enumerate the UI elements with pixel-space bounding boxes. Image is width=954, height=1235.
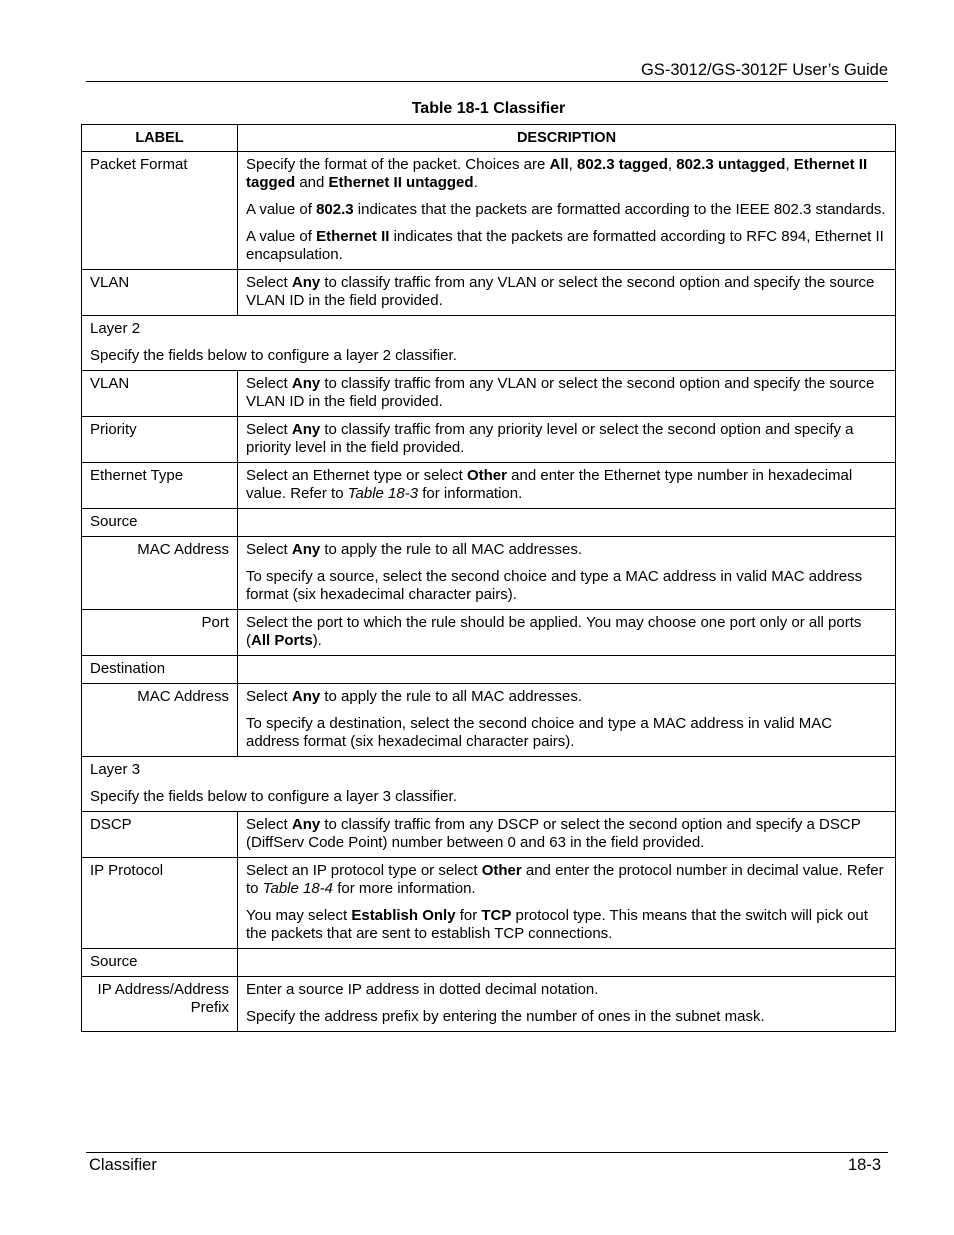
row-description (238, 812, 896, 858)
table-reference: Table 18-4 (262, 880, 334, 897)
text: and enter the protocol number in decimal value. Refer to (246, 862, 884, 897)
text: and (295, 174, 329, 191)
table-row (82, 270, 896, 316)
text: . (473, 174, 478, 191)
bold-term: Any (291, 274, 321, 291)
column-header-description: DESCRIPTION (238, 125, 896, 152)
table-row (82, 509, 896, 537)
row-description (238, 152, 896, 270)
table-row (82, 684, 896, 757)
row-description (238, 270, 896, 316)
text: to apply the rule to all MAC addresses. (320, 688, 582, 705)
text: Select (246, 541, 292, 558)
row-label: MAC Address (82, 684, 238, 757)
row-label: MAC Address (82, 537, 238, 610)
section-title: Layer 2 (90, 320, 141, 337)
description-paragraph (246, 907, 887, 943)
section-row-layer-2 (82, 316, 896, 371)
text: indicates that the packets are formatted according to RFC 894, Ethernet II encapsulation. (246, 228, 884, 263)
table-row (82, 812, 896, 858)
row-label: DSCP (82, 812, 238, 858)
row-label: VLAN (82, 371, 238, 417)
row-description (238, 417, 896, 463)
row-label: Port (82, 610, 238, 656)
page-header (86, 60, 888, 82)
bold-term: 802.3 untagged (676, 156, 786, 173)
text: for information. (418, 485, 523, 502)
table-row (82, 537, 896, 610)
table-row (82, 417, 896, 463)
text: for more information. (333, 880, 476, 897)
table-row (82, 656, 896, 684)
row-description (238, 858, 896, 949)
text: , (667, 156, 677, 173)
description-paragraph: Enter a source IP address in dotted decimal notation. (246, 981, 599, 998)
description-paragraph (246, 201, 887, 219)
row-label: Priority (82, 417, 238, 463)
bold-term: 802.3 tagged (577, 156, 668, 173)
text: Select the port to which the rule should be applied. You may choose one port only or all ports ( (246, 614, 862, 649)
text: Select (246, 421, 292, 438)
bold-term: Other (481, 862, 522, 879)
row-label: IP Protocol (82, 858, 238, 949)
description-paragraph: Specify the address prefix by entering the number of ones in the subnet mask. (246, 1008, 765, 1025)
bold-term: Establish Only (351, 907, 456, 924)
section-text: Specify the fields below to configure a layer 2 classifier. (90, 347, 457, 364)
table-row (82, 610, 896, 656)
section-row-layer-3 (82, 757, 896, 812)
row-label: Source (82, 949, 238, 977)
guide-title: GS-3012/GS-3012F User’s Guide (640, 61, 888, 79)
text: Select an Ethernet type or select (246, 467, 467, 484)
text: You may select (246, 907, 352, 924)
page-number: 18-3 (847, 1156, 881, 1174)
text: protocol type. This means that the switch will pick out the packets that are sent to establish TCP connections. (246, 907, 868, 942)
row-label: Packet Format (82, 152, 238, 270)
row-description (238, 656, 896, 684)
bold-term: All Ports (251, 632, 313, 649)
row-description (238, 949, 896, 977)
text: , (568, 156, 578, 173)
table-row (82, 949, 896, 977)
text: Specify the format of the packet. Choices are (246, 156, 550, 173)
column-header-label: LABEL (82, 125, 238, 152)
row-label: Ethernet Type (82, 463, 238, 509)
table-row (82, 463, 896, 509)
description-paragraph (246, 156, 887, 192)
bold-term: Any (291, 816, 321, 833)
row-label: IP Address/Address Prefix (82, 977, 238, 1032)
classifier-table (81, 124, 896, 1032)
section-cell (82, 316, 896, 371)
text: to classify traffic from any priority level or select the second option and specify a priority level in the field provided. (246, 421, 854, 456)
text: , (785, 156, 794, 173)
text: to classify traffic from any VLAN or select the second option and specify the source VLAN ID in the field provided. (246, 375, 875, 410)
row-label: VLAN (82, 270, 238, 316)
bold-term: Ethernet II tagged (246, 156, 868, 191)
section-cell (82, 757, 896, 812)
row-description (238, 684, 896, 757)
text: Select (246, 375, 292, 392)
text: to apply the rule to all MAC addresses. (320, 541, 582, 558)
text: and enter the Ethernet type number in hexadecimal value. Refer to (246, 467, 853, 502)
bold-term: Any (291, 421, 321, 438)
row-label: Source (82, 509, 238, 537)
text: Select (246, 688, 292, 705)
bold-term: All (549, 156, 569, 173)
text: ). (312, 632, 322, 649)
row-description (238, 977, 896, 1032)
row-label: Destination (82, 656, 238, 684)
bold-term: TCP (481, 907, 512, 924)
row-description (238, 463, 896, 509)
section-text: Specify the fields below to configure a layer 3 classifier. (90, 788, 457, 805)
bold-term: Ethernet II untagged (328, 174, 474, 191)
table-row (82, 858, 896, 949)
text: Select an IP protocol type or select (246, 862, 482, 879)
bold-term: Any (291, 375, 321, 392)
table-row (82, 152, 896, 270)
text: A value of (246, 228, 317, 245)
table-header-row (82, 125, 896, 152)
footer-section-name: Classifier (89, 1156, 157, 1174)
bold-term: Any (291, 541, 321, 558)
text: Select (246, 816, 292, 833)
table-row (82, 371, 896, 417)
description-paragraph (246, 862, 887, 898)
description-paragraph: To specify a source, select the second choice and type a MAC address in valid MAC address format (six hexadecimal character pairs). (246, 568, 863, 603)
table-title: Table 18-1 Classifier (411, 100, 566, 117)
bold-term: 802.3 (316, 201, 354, 218)
row-description (238, 537, 896, 610)
description-paragraph (246, 688, 887, 706)
description-paragraph: To specify a destination, select the second choice and type a MAC address in valid MAC address format (six hexadecimal character pairs). (246, 715, 833, 750)
text: to classify traffic from any DSCP or select the second option and specify a DSCP (DiffServ Code Point) number between 0 and 63 in the field provided. (246, 816, 861, 851)
bold-term: Any (291, 688, 321, 705)
table-row (82, 977, 896, 1032)
section-title: Layer 3 (90, 761, 141, 778)
bold-term: Ethernet II (316, 228, 390, 245)
bold-term: Other (466, 467, 507, 484)
row-description (238, 509, 896, 537)
text: A value of (246, 201, 317, 218)
text: Select (246, 274, 292, 291)
table-reference: Table 18-3 (347, 485, 419, 502)
text: indicates that the packets are formatted according to the IEEE 802.3 standards. (353, 201, 886, 218)
text: to classify traffic from any VLAN or select the second option and specify the source VLAN ID in the field provided. (246, 274, 875, 309)
row-description (238, 610, 896, 656)
description-paragraph (246, 541, 887, 559)
text: for (455, 907, 482, 924)
description-paragraph (246, 228, 887, 264)
row-description (238, 371, 896, 417)
page-footer (86, 1152, 888, 1175)
